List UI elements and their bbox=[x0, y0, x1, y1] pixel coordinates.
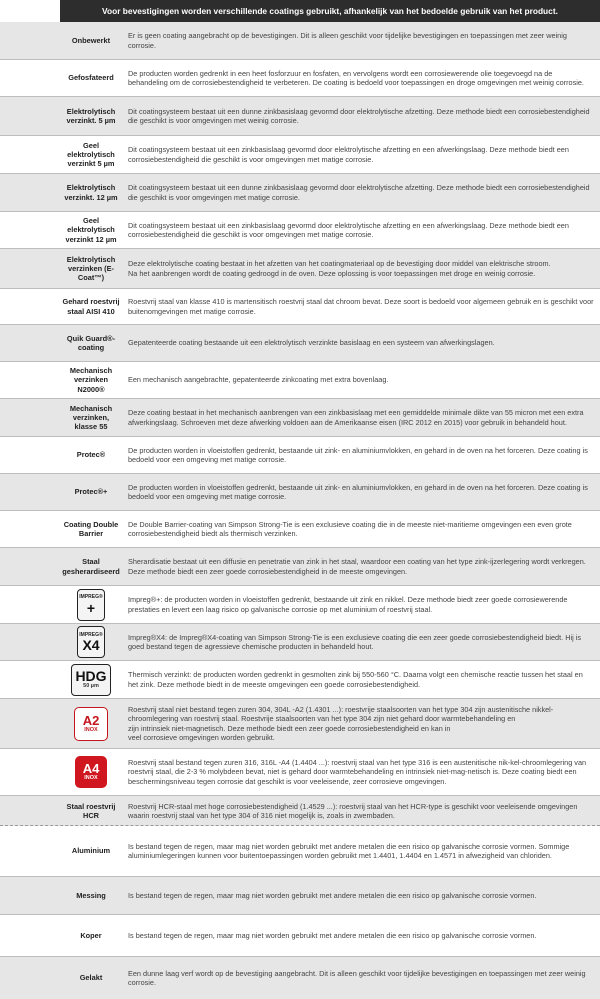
row-name: Protec®+ bbox=[74, 487, 108, 497]
row-name: Gefosfateerd bbox=[68, 73, 114, 83]
row-desc: De Double Barrier-coating van Simpson Strong-Tie is een exclusieve coating die in de meeste niet-maritieme omgevingen een even grote corrosiebestendigheid biedt als thermisch verzinken. bbox=[128, 519, 572, 538]
table-row bbox=[0, 361, 600, 398]
row-desc: Impreg®+: de producten worden in vloeistoffen gedrenkt, bestaande uit zink en nikkel. Deze methode biedt zeer goede corrosiewerende prestaties en levert een laag risico op galvanische corrosie op met aluminium of roestvrij staal. bbox=[128, 595, 568, 614]
row-desc: De producten worden in vloeistoffen gedrenkt, bestaande uit zink- en aluminiumvlokken, en gehard in de oven na het forceren. Deze coating is bedoeld voor een omgeving met matige corrosie. bbox=[128, 445, 588, 464]
row-desc: Sherardisatie bestaat uit een diffusie en penetratie van zink in het staal, waardoor een coating van het type zink-ijzerlegering wordt verkregen. Deze methode biedt een zeer goede corrosiebestendigheid in de meeste omgevingen. bbox=[128, 557, 586, 576]
row-badge-cell bbox=[60, 586, 122, 623]
impreg-plus-badge: IMPREG® + bbox=[77, 589, 105, 621]
row-name: Geel elektrolytisch verzinkt 5 µm bbox=[67, 140, 115, 169]
row-desc: Roestvrij HCR-staal met hoge corrosiebestendigheid (1.4529 ...): roestvrij staal van het HCR-type is geschikt voor veeleisende omgevingen waarin roestvrij staal van het type 304 of 316 niet mogelijk is, zoals in zwembaden. bbox=[128, 801, 578, 820]
row-desc: Is bestand tegen de regen, maar mag niet worden gebruikt met andere metalen die een risico op galvanische corrosie vormen. Sommige aluminiumlegeringen kunnen voor buitentoepassingen worden gebruikt met 1.4401, 1.4404 en 1.4571 in afwezigheid van chloriden. bbox=[128, 841, 570, 860]
table-header bbox=[0, 0, 600, 22]
row-name: Elektrolytisch verzinken (E-Coat™) bbox=[66, 254, 116, 283]
a4-inox-badge: A4 INOX bbox=[75, 756, 107, 788]
table-row bbox=[0, 698, 600, 748]
row-name: Mechanisch verzinken N2000® bbox=[69, 366, 113, 394]
row-badge-cell bbox=[60, 661, 122, 698]
row-desc: Gepatenteerde coating bestaande uit een elektrolytisch verzinkte basislaag en een systeem van afwerkingslagen. bbox=[128, 338, 495, 348]
table-row bbox=[0, 510, 600, 547]
table-row bbox=[0, 795, 600, 826]
impreg-x4-badge: IMPREG® X4 bbox=[77, 626, 105, 658]
row-desc: Dit coatingsysteem bestaat uit een zinkbasislaag gevormd door elektrolytische afzetting en een afwerkingslaag. Deze methode biedt een corrosiebestendigheid die geschikt is voor omgevingen met matige corrosie. bbox=[128, 145, 569, 164]
row-name: Staal gesherardiseerd bbox=[62, 557, 120, 576]
table-row bbox=[0, 547, 600, 585]
row-name: Koper bbox=[80, 930, 102, 940]
table-row bbox=[0, 436, 600, 473]
table-row bbox=[0, 211, 600, 248]
row-badge-cell bbox=[60, 624, 122, 660]
row-name: Mechanisch verzinken, klasse 55 bbox=[69, 403, 113, 432]
table-row bbox=[0, 748, 600, 795]
table-row bbox=[0, 288, 600, 324]
row-name: Staal roestvrij HCR bbox=[66, 801, 116, 820]
table-row bbox=[0, 826, 600, 876]
row-name: Quik Guard®-coating bbox=[66, 333, 116, 352]
header-title: Voor bevestigingen worden verschillende coatings gebruikt, afhankelijk van het bedoelde gebruik van het product. bbox=[60, 0, 600, 22]
row-name: Aluminium bbox=[71, 846, 111, 856]
row-name: Protec® bbox=[76, 450, 106, 460]
table-row bbox=[0, 660, 600, 698]
row-desc: Impreg®X4: de Impreg®X4-coating van Simpson Strong-Tie is een exclusieve coating die een zeer goede corrosiebestendigheid biedt. Hij is goed bestand tegen de agressieve chemische producten in behandeld hout. bbox=[128, 632, 582, 651]
row-desc: Deze elektrolytische coating bestaat in het afzetten van het coatingmateriaal op de bevestiging door middel van elektrische stroom. Na het aanbrengen wordt de coating gedroogd in de oven. Deze oplossing is voor toepassingen met droge en weinig corrosie. bbox=[128, 259, 551, 278]
row-name: Coating Double Barrier bbox=[63, 519, 119, 538]
row-desc: De producten worden gedrenkt in een heet fosforzuur en fosfaten, en vervolgens wordt een corrosiewerende olie toegevoegd na de behandeling om de corrosiebestendigheid te verbeteren. De coating is bedoeld voor toepassingen en droge omgevingen met weinig corrosie. bbox=[128, 68, 584, 87]
row-desc: Roestvrij staal niet bestand tegen zuren 304, 304L -A2 (1.4301 ...): roestvrije staalsoorten van het type 304 zijn austenitische nikkel-chroomlegering van roestvrij staal. Roestvrije staalsoorten van het type 304 zijn niet gehard door warmtebehandeling en zijn intrinsiek niet-magnetisch. Deze methode biedt een zeer goede corrosiebestendigheid en kan in veel corrosieve omgevingen worden gebruikt. bbox=[128, 704, 554, 742]
table-row bbox=[0, 956, 600, 999]
table-row bbox=[0, 59, 600, 96]
row-name: Elektrolytisch verzinkt. 5 µm bbox=[66, 106, 116, 125]
row-desc: Is bestand tegen de regen, maar mag niet worden gebruikt met andere metalen die een risico op galvanische corrosie vormen. bbox=[128, 890, 537, 900]
table-row bbox=[0, 876, 600, 914]
row-desc: Dit coatingsysteem bestaat uit een zinkbasislaag gevormd door elektrolytische afzetting en een afwerkingslaag. Deze methode biedt een corrosiebestendigheid die geschikt is voor omgevingen met matige corrosie. bbox=[128, 220, 569, 239]
row-desc: Er is geen coating aangebracht op de bevestigingen. Dit is alleen geschikt voor tijdelijke bevestigingen en toepassingen met zeer weinig corrosie. bbox=[128, 31, 567, 50]
table-row bbox=[0, 96, 600, 135]
table-row bbox=[0, 585, 600, 623]
row-desc: Een mechanisch aangebrachte, gepatenteerde zinkcoating met extra bovenlaag. bbox=[128, 375, 389, 385]
table-row bbox=[0, 135, 600, 173]
row-desc: Dit coatingsysteem bestaat uit een dunne zinkbasislaag gevormd door elektrolytische afzetting. Deze methode biedt een corrosiebestendigheid die geschikt is voor omgevingen met matige corrosie. bbox=[128, 183, 590, 202]
row-badge-cell bbox=[60, 699, 122, 748]
row-desc: Roestvrij staal van klasse 410 is martensitisch roestvrij staal dat chroom bevat. Deze soort is bedoeld voor algemeen gebruik en is geschikt voor buitenomgevingen met matige corrosie. bbox=[128, 297, 594, 316]
table-row bbox=[0, 914, 600, 956]
table-row bbox=[0, 173, 600, 211]
table-row bbox=[0, 324, 600, 361]
row-desc: Roestvrij staal bestand tegen zuren 316, 316L -A4 (1.4404 ...): roestvrij staal van het type 316 is een austenitische nik-kel-chroomlegering van roestvrij staal, die 2-3 % molybdeen bevat, niet is gehard door warmtebehandeling en intrinsiek niet-mag-netisch is. Deze coating biedt een beschermingsniveau tegen corrosie dat geschikt is voor veeleisende, zeer corrosieve omgevingen. bbox=[128, 757, 587, 786]
row-desc: Een dunne laag verf wordt op de bevestiging aangebracht. Dit is alleen geschikt voor tijdelijke bevestigingen en toepassingen met zeer weinig corrosie. bbox=[128, 968, 586, 987]
table-row bbox=[0, 398, 600, 436]
a2-inox-badge: A2 INOX bbox=[74, 707, 108, 741]
header-blank bbox=[0, 0, 60, 22]
table-row bbox=[0, 623, 600, 660]
table-row bbox=[0, 248, 600, 288]
row-desc: Thermisch verzinkt: de producten worden gedrenkt in gesmolten zink bij 550-560 °C. Daarna volgt een chemische reactie tussen het staal en het zink. Deze methode biedt in de meeste omgevingen een goede corrosiebestendigheid. bbox=[128, 670, 583, 689]
row-desc: Deze coating bestaat in het mechanisch aanbrengen van een zinkbasislaag met een gemiddelde minimale dikte van 55 micron met een extra afwerkingslaag. Schroeven met deze afwerking voldoen aan de Amerikaanse eisen (IRC 2012 en 2015) voor gebruik in behandeld hout. bbox=[128, 408, 584, 427]
row-name: Gelakt bbox=[79, 973, 103, 983]
row-name: Gehard roestvrij staal AISI 410 bbox=[62, 297, 120, 316]
row-desc: Dit coatingsysteem bestaat uit een dunne zinkbasislaag gevormd door elektrolytische afzetting. Deze methode biedt een corrosiebestendigheid die geschikt is voor omgevingen met weinig corrosie. bbox=[128, 106, 590, 125]
table-row bbox=[0, 473, 600, 510]
hdg-badge: HDG 50 µm bbox=[71, 664, 111, 696]
row-desc: Is bestand tegen de regen, maar mag niet worden gebruikt met andere metalen die een risico op galvanische corrosie vormen. bbox=[128, 930, 537, 940]
row-badge-cell bbox=[60, 749, 122, 795]
row-name: Onbewerkt bbox=[71, 35, 111, 45]
table-row bbox=[0, 22, 600, 59]
row-name: Messing bbox=[76, 890, 106, 900]
row-name: Geel elektrolytisch verzinkt 12 µm bbox=[65, 216, 117, 244]
row-name: Elektrolytisch verzinkt. 12 µm bbox=[64, 183, 118, 202]
row-desc: De producten worden in vloeistoffen gedrenkt, bestaande uit zink- en aluminiumvlokken, en gehard in de oven na het forceren. Deze coating is bedoeld voor een omgeving met matige corrosie. bbox=[128, 482, 588, 501]
